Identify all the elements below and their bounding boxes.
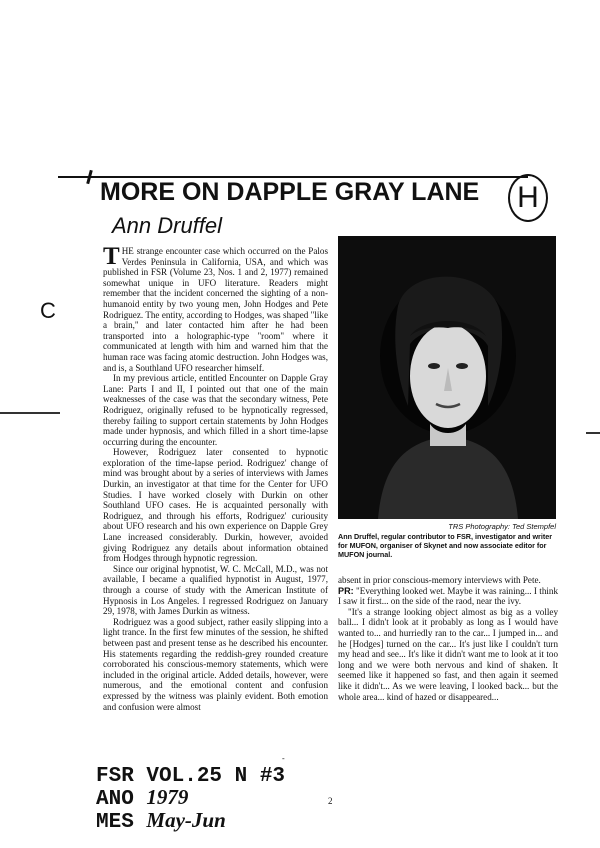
speaker-label: PR:	[338, 585, 354, 596]
paragraph-intro	[103, 243, 328, 373]
paragraph-object-description: "It's a strange looking object almost as big as a volley ball... I didn't look at it probably as long as I would have wanted to... and hurriedly ran to the car... I jumped in... and he [Hodges] turned on the car... It's just like I couldn't turn my head and see... It's like it didn't want me to look at it too long and we were both nervous and kind of shaken. It seemed like it happened so fast, and then again it seemed like it didn't... As we were leaving, I looked back... but the whole area... kind of hazed or disappeared...	[338, 606, 558, 702]
filing-stamp-line-2	[96, 787, 285, 810]
filing-year-value: 1979	[146, 785, 189, 809]
paragraph-intro-text: HE strange encounter case which occurred on the Palos Verdes Peninsula in California, USA, and which was published in FSR (Volume 23, Nos. 1 and 2, 1977) remained somewhat unique in UFO literature. Readers might remember that the incident concerned the sighting of a non-humanoid entity by two young men, John Hodges and Pete Rodriguez. The entity, according to Hodges, was shaped "like a brain," and later contacted him after he had been transported into a holographic-type "room" where it communicated at length with him and warned him that the human race was facing atomic destruction. John Hodges was, and is, a Southland UFO researcher himself.	[103, 246, 328, 373]
paragraph-session: Rodriguez was a good subject, rather easily slipping into a light trance. In the first few minutes of the session, he shifted between past and present tense as he described his encounter. His statements regarding the reddish-grey rounded creature corroborated his conscious-memory statements, which were included in the original article. Added details, however, were numerous, and the emotional content and confusion expressed by the witness was plainly evident. Both emotion and confusion were almost	[103, 616, 328, 712]
paragraph-pr-quote	[338, 586, 558, 607]
margin-note: C	[40, 298, 56, 323]
author-byline: Ann Druffel	[112, 213, 223, 238]
filing-month-value: May-Jun	[146, 808, 226, 832]
filing-stamp-line-3	[96, 810, 285, 833]
article-title: MORE ON DAPPLE GRAY LANE	[100, 178, 480, 206]
photo-credit: TRS Photography: Ted Stempfel	[448, 522, 556, 531]
paragraph-absent: absent in prior conscious-memory interviews with Pete.	[338, 575, 541, 585]
paragraph-previous-article: In my previous article, entitled Encounter on Dapple Gray Lane: Parts I and II, I pointed out that one of the main weaknesses of the case was that the secondary witness, Pete Rodriguez, originally refused to be hypnotically regressed, thereby failing to support certain statements by John Hodges made under hypnosis, and which filled in a short time-lapse occurring during the encounter.	[103, 373, 328, 447]
filing-month-label: MES	[96, 811, 134, 834]
filing-stamp-line-1: FSR VOL.25 N #3	[96, 765, 286, 788]
photo-caption: Ann Druffel, regular contributor to FSR, investigator and writer for MUFON, organiser of Skynet and now associate editor for MUFON journal.	[338, 532, 553, 559]
author-portrait-photo	[338, 236, 556, 519]
page-number: 2	[328, 796, 333, 806]
portrait-illustration	[338, 236, 556, 519]
handwritten-h-stamp: H	[508, 174, 548, 222]
article-column-2	[338, 575, 558, 702]
drop-cap: T	[103, 243, 120, 270]
margin-scratch-right	[586, 432, 600, 434]
pr-quote-text: "Everything looked wet. Maybe it was raining... I think I saw it first... on the side of the raod, near the ivy.	[338, 585, 558, 607]
filing-stamp	[96, 766, 285, 833]
filing-year-label: ANO	[96, 788, 134, 811]
stray-mark: -	[282, 754, 285, 763]
paragraph-hypnotist: Since our original hypnotist, W. C. McCall, M.D., was not available, I became a qualified hypnotist in August, 1977, through a course of study with the American Institute of Hypnosis in Los Angeles. I regressed Rodriguez on January 29, 1978, with James Durkin as witness.	[103, 563, 328, 617]
paragraph-rodriguez-consent: However, Rodriguez later consented to hypnotic exploration of the time-lapse period. Rodriguez' change of mind was brought about by a series of interviews with James Durkin, an investigator at that time for the Center for UFO Studies. I have worked closely with Durkin on other Southland UFO cases. He is acquainted personally with Rodriguez, and through his efforts, Rodriguez' curiousity about UFO research and his own experience on Dapple Grey Lane increased considerably. Durkin, however, avoided giving Rodriguez any details about information obtained from Hodges through hypnotic regression.	[103, 447, 328, 564]
article-column-1	[103, 243, 328, 712]
margin-scratch-left	[0, 412, 60, 414]
